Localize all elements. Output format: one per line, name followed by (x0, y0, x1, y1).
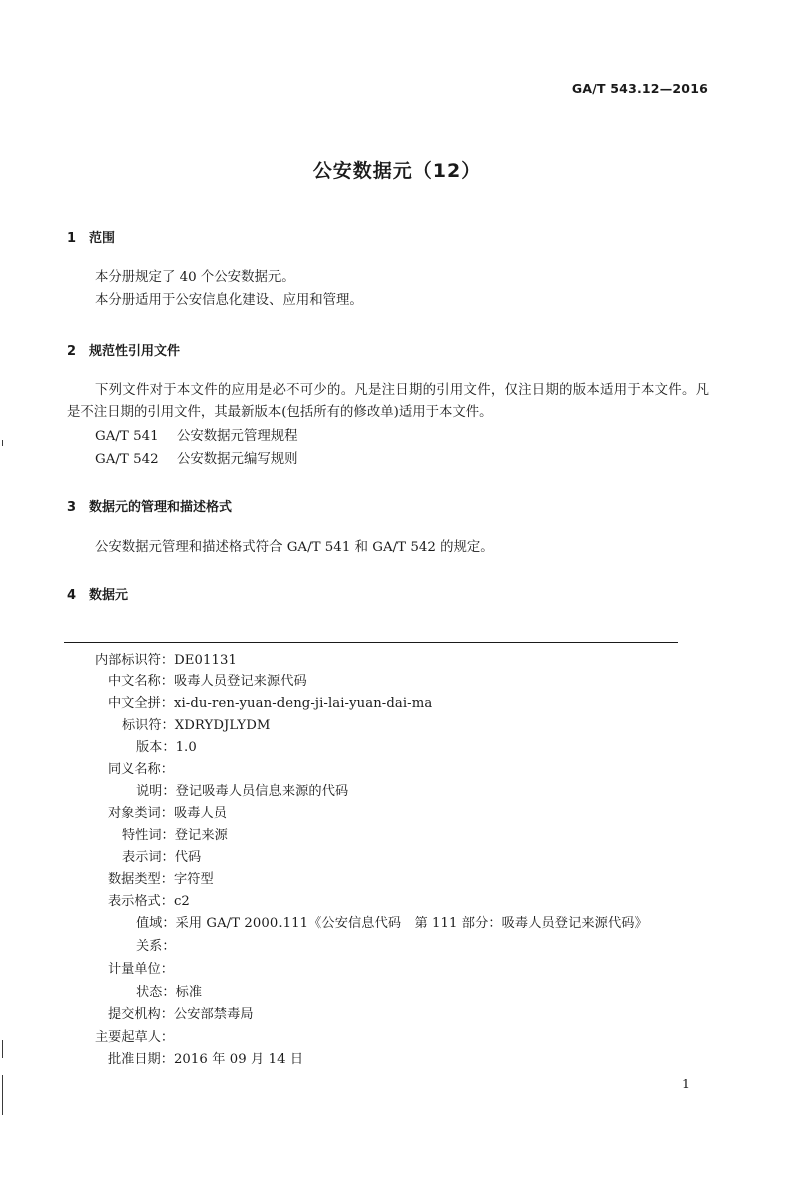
section-2-heading (67, 340, 180, 359)
reference-2 (95, 449, 298, 471)
submitter-field (108, 1004, 254, 1025)
chinese-pinyin-field (108, 693, 432, 714)
value-domain-field (136, 913, 648, 934)
section-number: 3 (67, 500, 77, 515)
section-2-paragraph: 下列文件对于本文件的应用是必不可少的。凡是注日期的引用文件，仅注日期的版本适用于本文件。凡是不注日期的引用文件，其最新版本(包括所有的修改单)适用于本文件。 (67, 383, 709, 420)
relation-field (136, 936, 176, 957)
field-value: XDRYDJLYDM (174, 718, 271, 733)
section-title: 规范性引用文件 (89, 344, 181, 359)
chinese-name-field (108, 671, 307, 692)
field-label: 主要起草人： (95, 1030, 175, 1045)
drafter-field (95, 1027, 174, 1048)
reference-code: GA/T 542 (95, 452, 159, 467)
document-title: 公安数据元（12） (312, 160, 482, 182)
approval-date-field (108, 1049, 303, 1070)
scan-artifact (2, 1075, 3, 1115)
field-label: 状态： (136, 985, 176, 1000)
reference-title: 公安数据元管理规程 (177, 429, 298, 444)
section-number: 4 (67, 588, 77, 603)
section-4-heading (67, 584, 128, 603)
object-class-field (108, 803, 227, 824)
version-field (136, 737, 197, 758)
field-label: 数据类型： (108, 872, 174, 887)
field-label: 对象类词： (108, 806, 174, 821)
field-value: 代码 (174, 850, 202, 865)
field-label: 关系： (136, 939, 176, 954)
internal-id-field (95, 650, 237, 671)
field-label: 内部标识符： (95, 653, 175, 668)
field-label: 计量单位： (108, 962, 174, 977)
section-3-paragraph: 公安数据元管理和描述格式符合 GA/T 541 和 GA/T 542 的规定。 (95, 540, 494, 555)
field-value: 登记吸毒人员信息来源的代码 (175, 784, 349, 799)
data-type-field (108, 869, 214, 890)
synonym-field (108, 759, 174, 780)
field-label: 批准日期： (108, 1052, 174, 1067)
scan-artifact (2, 1040, 3, 1058)
unit-field (108, 959, 174, 980)
page-number: 1 (682, 1076, 690, 1091)
field-value: xi-du-ren-yuan-deng-ji-lai-yuan-dai-ma (173, 696, 433, 711)
status-field (136, 982, 202, 1003)
field-label: 特性词： (122, 828, 175, 843)
field-value: 字符型 (173, 872, 214, 887)
section-number: 2 (67, 344, 77, 359)
identifier-field (122, 715, 271, 736)
reference-code: GA/T 541 (95, 429, 159, 444)
property-field (122, 825, 228, 846)
scan-artifact (2, 440, 3, 446)
field-label: 说明： (136, 784, 176, 799)
field-label: 中文名称： (108, 674, 174, 689)
field-value: c2 (173, 894, 190, 909)
section-title: 数据元的管理和描述格式 (89, 500, 233, 515)
field-label: 同义名称： (108, 762, 174, 777)
section-1-paragraph-1: 本分册规定了 40 个公安数据元。 (95, 270, 295, 285)
field-value: 吸毒人员 (173, 806, 228, 821)
field-label: 值域： (136, 916, 176, 931)
description-field (136, 781, 348, 802)
field-value: 公安部禁毒局 (173, 1007, 254, 1022)
section-number: 1 (67, 231, 77, 246)
field-value: 标准 (175, 985, 203, 1000)
field-value: 2016 年 09 月 14 日 (173, 1052, 304, 1067)
section-1-paragraph-2: 本分册适用于公安信息化建设、应用和管理。 (95, 293, 363, 308)
representation-field (122, 847, 201, 868)
section-title: 范围 (89, 231, 116, 246)
field-value: 1.0 (175, 740, 197, 755)
section-title: 数据元 (89, 588, 129, 603)
field-value: 采用 GA/T 2000.111《公安信息代码 第 111 部分：吸毒人员登记来源代码》 (175, 916, 648, 931)
field-label: 表示格式： (108, 894, 174, 909)
section-1-heading (67, 227, 115, 246)
standard-code: GA/T 543.12—2016 (571, 81, 708, 96)
format-field (108, 891, 190, 912)
field-value: DE01131 (174, 653, 237, 668)
section-divider (64, 642, 678, 643)
field-value: 吸毒人员登记来源代码 (173, 674, 307, 689)
reference-title: 公安数据元编写规则 (177, 452, 298, 467)
field-value: 登记来源 (174, 828, 228, 843)
field-label: 标识符： (122, 718, 175, 733)
field-label: 版本： (136, 740, 176, 755)
field-label: 表示词： (122, 850, 175, 865)
field-label: 提交机构： (108, 1007, 174, 1022)
field-label: 中文全拼： (108, 696, 174, 711)
reference-1 (95, 426, 298, 448)
section-3-heading (67, 496, 232, 515)
